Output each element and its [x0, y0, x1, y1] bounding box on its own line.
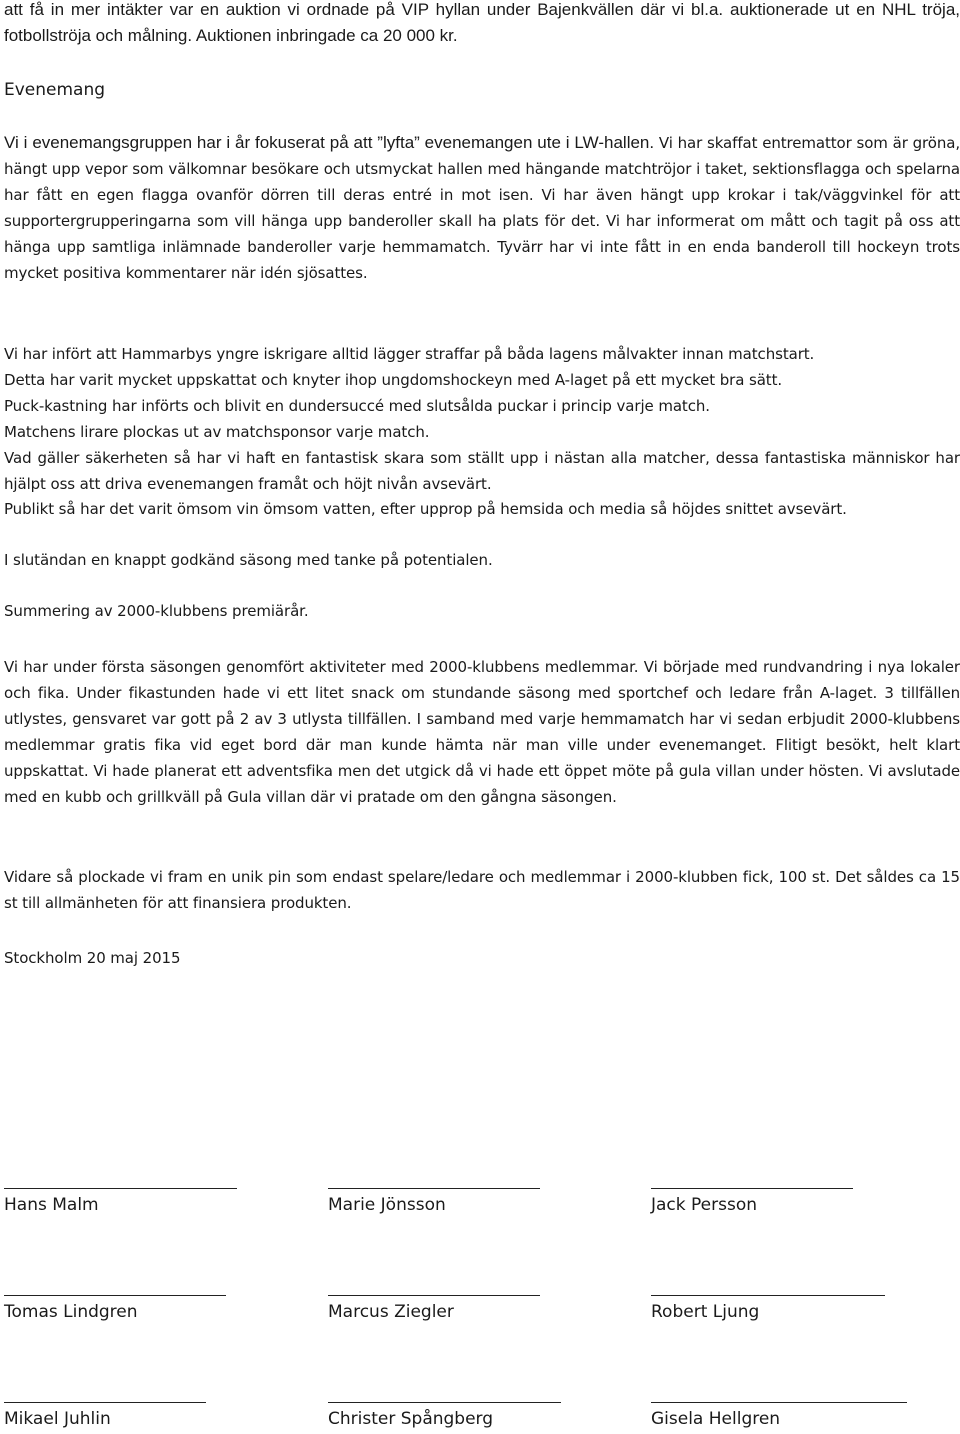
signature-line [4, 1402, 206, 1403]
signature-line [651, 1295, 885, 1296]
signature-name: Hans Malm [4, 1195, 99, 1215]
signature-block [651, 1402, 907, 1429]
closing-line: I slutändan en knappt godkänd säsong med tanke på potentialen. [4, 551, 493, 569]
attendance-paragraph: Publikt så har det varit ömsom vin ömsom vatten, efter upprop på hemsida och media så höjdes snittet avsevärt. [4, 500, 847, 518]
signature-line [651, 1188, 853, 1189]
security-paragraph: Vad gäller säkerheten så har vi haft en fantastisk skara som ställt upp i nästan alla matcher, dessa fantastiska människor har hjälpt oss att driva evenemangen framåt och höjt nivån avsevärt. [4, 449, 960, 493]
signature-name: Marcus Ziegler [328, 1302, 454, 1322]
auction-paragraph: att få in mer intäkter var en auktion vi ordnade på VIP hyllan under Bajenkvällen där vi bl.a. auktionerade ut en NHL tröja, fotbollströja och målning. Auktionen inbringade ca 20 000 kr. [4, 0, 960, 45]
signature-name: Jack Persson [651, 1195, 758, 1215]
signature-line [328, 1295, 540, 1296]
signature-block [651, 1188, 853, 1215]
signature-name: Marie Jönsson [328, 1195, 446, 1215]
signature-name: Mikael Juhlin [4, 1409, 111, 1429]
evenemang-line-3: Puck-kastning har införts och blivit en dundersuccé med slutsålda puckar i princip varje match. [4, 397, 710, 415]
signature-block [4, 1402, 206, 1429]
signature-block [328, 1402, 561, 1429]
signature-block [328, 1188, 540, 1215]
signature-name: Gisela Hellgren [651, 1409, 781, 1429]
signature-block [328, 1295, 540, 1322]
signature-line [328, 1188, 540, 1189]
signature-line [4, 1188, 237, 1189]
evenemang-paragraph [4, 130, 960, 286]
signature-name: Christer Spångberg [328, 1409, 494, 1429]
signature-block [4, 1295, 226, 1322]
signature-line [651, 1402, 907, 1403]
summary-paragraph-2: Vidare så plockade vi fram en unik pin som endast spelare/ledare och medlemmar i 2000-klubben fick, 100 st. Det såldes ca 15 st till allmänheten för att finansiera produkten. [4, 868, 960, 912]
signature-line [328, 1402, 561, 1403]
evenemang-line-1: Vi har infört att Hammarbys yngre iskrigare alltid lägger straffar på båda lagens målvakter innan matchstart. [4, 345, 815, 363]
summary-heading: Summering av 2000-klubbens premiärår. [4, 602, 309, 620]
signature-line [4, 1295, 226, 1296]
signature-name: Robert Ljung [651, 1302, 760, 1322]
signature-block [4, 1188, 237, 1215]
signature-name: Tomas Lindgren [4, 1302, 138, 1322]
evenemang-line-4: Matchens lirare plockas ut av matchsponsor varje match. [4, 423, 430, 441]
place-date: Stockholm 20 maj 2015 [4, 949, 181, 967]
evenemang-line-2: Detta har varit mycket uppskattat och knyter ihop ungdomshockeyn med A-laget på ett mycket bra sätt. [4, 371, 783, 389]
section-heading-evenemang: Evenemang [4, 80, 106, 100]
evenemang-paragraph-lead: Vi i evenemangsgruppen har i år fokuserat på att ”lyfta” evenemangen ute i LW-hallen. [4, 133, 655, 152]
summary-paragraph-1: Vi har under första säsongen genomfört aktiviteter med 2000-klubbens medlemmar. Vi började med rundvandring i nya lokaler och fika. Under fikastunden hade vi ett litet snack om stundande säsong med sportchef och ledare från A-laget. 3 tillfällen utlystes, gensvaret var gott på 2 av 3 utlysta tillfällen. I samband med varje hemmamatch har vi sedan erbjudit 2000-klubbens medlemmar gratis fika vid eget bord där man kunde hämta när man ville under evenemanget. Flitigt besökt, helt klart uppskattat. Vi hade planerat ett adventsfika men det utgick då vi hade ett öppet möte på gula villan under hösten. Vi avslutade med en kubb och grillkväll på Gula villan där vi pratade om den gångna säsongen. [4, 658, 960, 806]
signature-block [651, 1295, 885, 1322]
evenemang-paragraph-rest: Vi har skaffat entremattor som är gröna, hängt upp vepor som välkomnar besökare och utsmyckat hallen med hängande matchtröjor i taket, sektionsflagga och spelarna har fått en egen flagga ovanför dörren till deras entré in mot isen. Vi har även hängt upp krokar i tak/väggvinkel för att supportergrupperingarna som vill hänga upp banderoller skall ha plats för det. Vi har informerat om mått och tagit på oss att hänga upp samtliga inlämnade banderoller varje hemmamatch. Tyvärr har vi inte fått in en enda banderoll till hockeyn trots mycket positiva kommentarer när idén sjösattes. [4, 134, 960, 282]
